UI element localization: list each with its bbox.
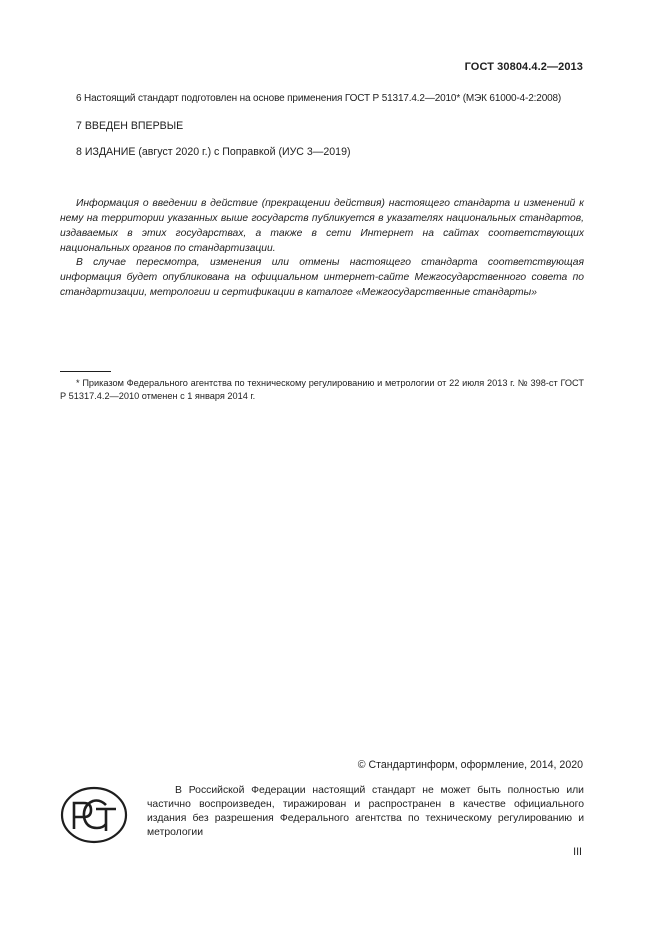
item-6: 6 Настоящий стандарт подготовлен на основе применения ГОСТ Р 51317.4.2—2010* (МЭК 61000-4-2:2008) [76,93,562,104]
footnote [60,377,584,403]
footnote-separator [60,371,111,372]
item-7: 7 ВВЕДЕН ВПЕРВЫЕ [76,120,184,132]
footnote-text: * Приказом Федерального агентства по техническому регулированию и метрологии от 22 июля 2013 г. № 398-ст ГОСТ Р 51317.4.2—2010 отменен с 1 января 2014 г. [60,378,584,401]
copyright-line: © Стандартинформ, оформление, 2014, 2020 [357,759,583,771]
info-block-1 [60,196,584,256]
notice-text: В Российской Федерации настоящий стандарт не может быть полностью или частично воспроизведен, тиражирован и распространен в качестве официального издания без разрешения Федерального агентства по техническому регулированию и метрологии [147,785,584,838]
info-paragraph-1: Информация о введении в действие (прекращении действия) настоящего стандарта и изменений к нему на территории указанных выше государств публикуется в указателях национальных стандартов, издаваемых в этих государствах, а также в сети Интернет на сайтах соответствующих национальных органов по стандартизации. [60,198,584,254]
reproduction-notice [147,784,584,840]
gost-r-certification-mark-icon [60,785,128,845]
document-header: ГОСТ 30804.4.2—2013 [464,61,583,73]
info-paragraph-2: В случае пересмотра, изменения или отмены настоящего стандарта соответствующая информация будет опубликована на официальном интернет-сайте Межгосударственного совета по стандартизации, метрологии и сертификации в каталоге «Межгосударственные стандарты» [60,257,584,298]
logo-text: РСТ [94,815,96,816]
item-8: 8 ИЗДАНИЕ (август 2020 г.) с Поправкой (ИУС 3—2019) [76,146,351,158]
info-block-2 [60,255,584,300]
page-number: III [573,846,582,858]
